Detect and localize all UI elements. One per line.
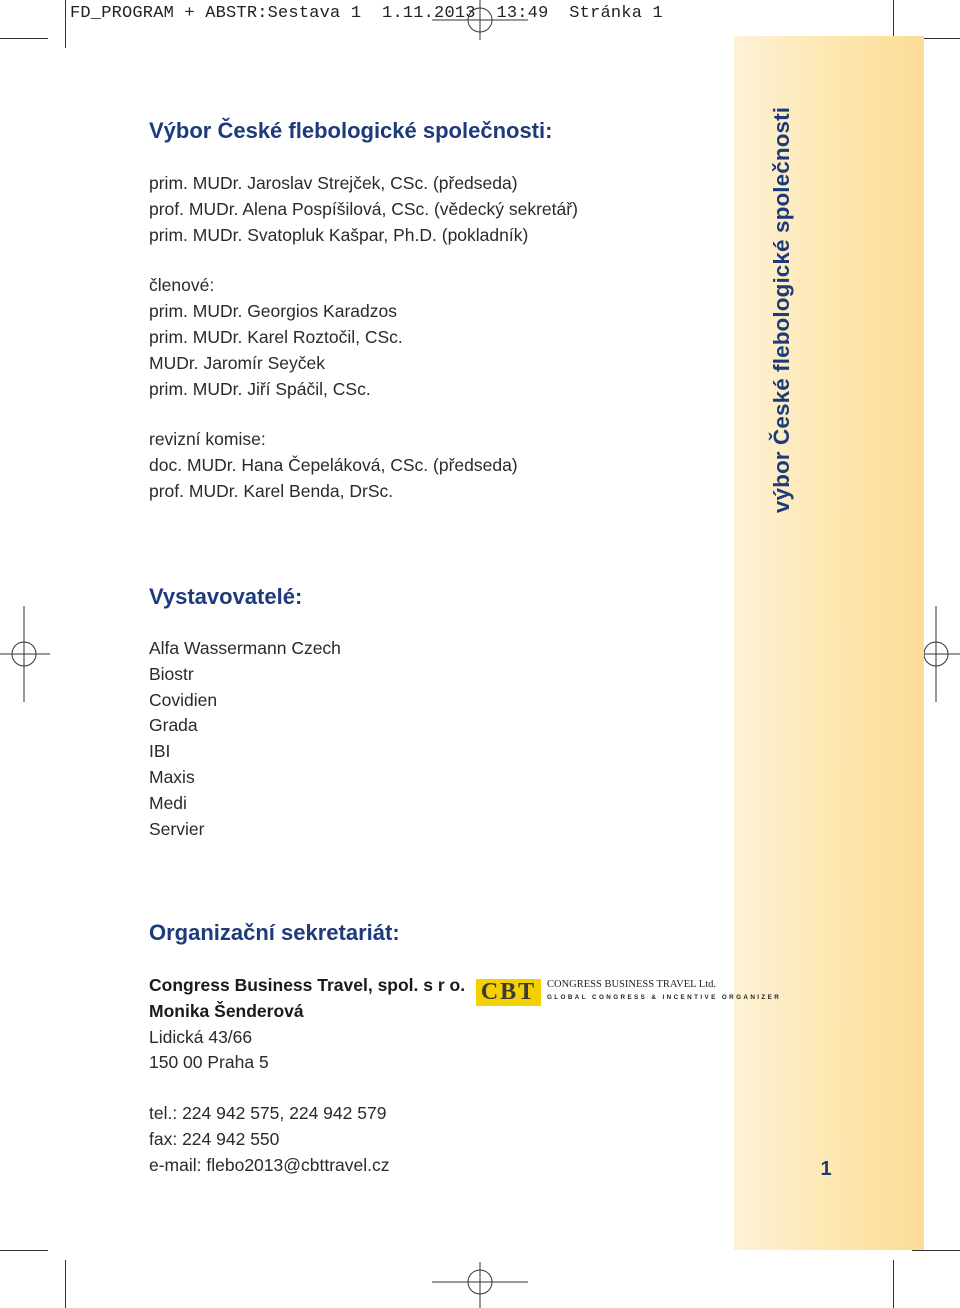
phone-number: tel.: 224 942 575, 224 942 579 [149,1103,387,1124]
city-address: 150 00 Praha 5 [149,1052,269,1073]
crop-mark [912,1250,960,1251]
sidebar-band [734,36,924,1250]
crop-mark [65,1260,66,1308]
fax-number: fax: 224 942 550 [149,1128,280,1149]
committee-leader: prim. MUDr. Svatopluk Kašpar, Ph.D. (pokladník) [149,224,529,245]
registration-mark [432,0,528,40]
registration-mark [0,606,50,702]
committee-heading: Výbor České flebologické společnosti: [149,118,553,143]
cbt-logo-name: CONGRESS BUSINESS TRAVEL Ltd. [547,979,717,990]
exhibitor-item: IBI [149,741,171,762]
crop-mark [65,0,66,48]
revision-member: prof. MUDr. Karel Benda, DrSc. [149,480,394,501]
crop-mark [0,38,48,39]
street-address: Lidická 43/66 [149,1026,253,1047]
contact-person: Monika Šenderová [149,1000,304,1021]
registration-mark [432,1262,528,1308]
exhibitor-item: Servier [149,818,205,839]
committee-leader: prof. MUDr. Alena Pospíšilová, CSc. (vědecký sekretář) [149,198,578,219]
company-name: Congress Business Travel, spol. s r o. [149,975,466,995]
exhibitors-heading: Vystavovatelé: [149,584,303,609]
crop-mark [893,1260,894,1308]
exhibitor-item: Grada [149,715,198,736]
secretariat-heading: Organizační sekretariát: [149,920,400,945]
secretariat-details [149,973,465,1179]
exhibitor-item: Alfa Wassermann Czech [149,638,341,658]
committee-list [149,171,578,505]
committee-member: prim. MUDr. Georgios Karadzos [149,301,397,322]
cbt-logo-tagline: GLOBAL CONGRESS & INCENTIVE ORGANIZER [547,994,782,1001]
exhibitor-item: Biostr [149,663,194,684]
slug-line: FD_PROGRAM + ABSTR:Sestava 1 1.11.2013 13:49 Stránka 1 [70,4,663,23]
cbt-logo-mark: CBT [476,979,541,1006]
sidebar-vertical-title: výbor České flebologické společnosti [769,106,794,514]
page-number: 1 [820,1158,832,1180]
crop-mark [0,1250,48,1251]
members-label: členové: [149,275,215,296]
cbt-logo [476,977,782,1009]
exhibitor-item: Covidien [149,689,218,710]
email-address: e-mail: flebo2013@cbttravel.cz [149,1154,390,1175]
exhibitor-item: Maxis [149,766,195,787]
revision-label: revizní komise: [149,429,266,450]
revision-member: doc. MUDr. Hana Čepeláková, CSc. (předseda) [149,455,518,476]
committee-member: MUDr. Jaromír Seyček [149,352,325,373]
exhibitors-list [149,636,341,842]
committee-leader: prim. MUDr. Jaroslav Strejček, CSc. (předseda) [149,173,518,193]
committee-member: prim. MUDr. Jiří Spáčil, CSc. [149,378,371,399]
exhibitor-item: Medi [149,792,187,813]
committee-member: prim. MUDr. Karel Roztočil, CSc. [149,326,403,347]
